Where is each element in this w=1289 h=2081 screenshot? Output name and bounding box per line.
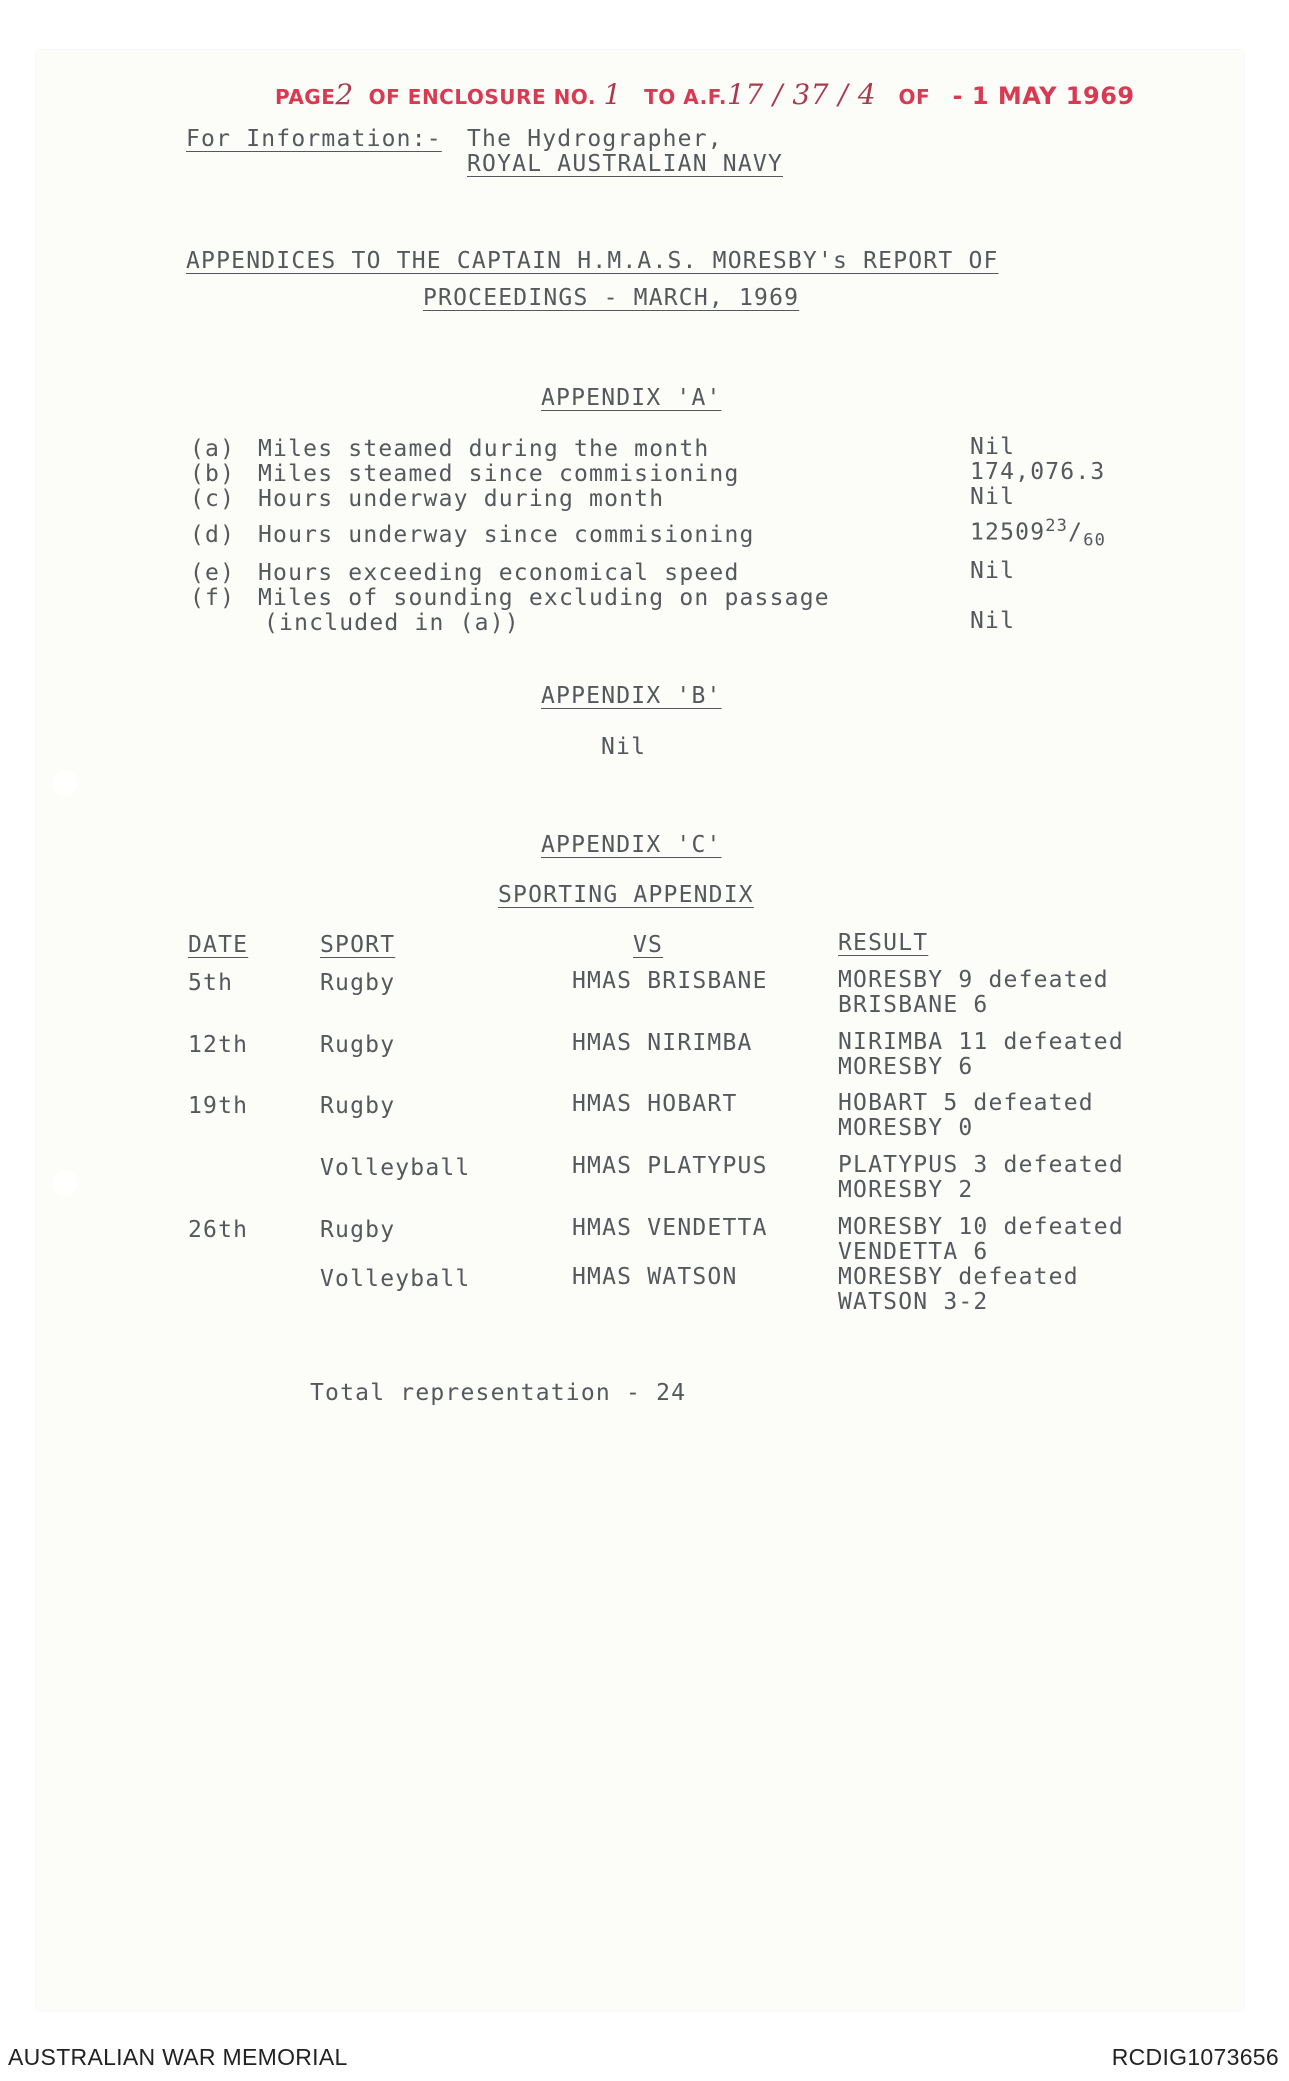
- opponent-cell: HMAS VENDETTA: [572, 1215, 768, 1241]
- opponent-cell: HMAS PLATYPUS: [572, 1153, 768, 1179]
- document-title-line-2: PROCEEDINGS - MARCH, 1969: [423, 285, 800, 311]
- appendix-b-heading: APPENDIX 'B': [541, 683, 722, 709]
- item-value: Nil: [970, 434, 1016, 460]
- item-description: Miles of sounding excluding on passage: [258, 585, 830, 611]
- item-value: Nil: [970, 558, 1016, 584]
- result-cell-cont: WATSON 3-2: [838, 1289, 989, 1315]
- appendix-b-text: Nil: [601, 734, 647, 760]
- result-cell: HOBART 5 defeated: [838, 1090, 1094, 1116]
- sport-cell: Rugby: [320, 1217, 396, 1243]
- appendix-a-heading: APPENDIX 'A': [541, 385, 722, 411]
- result-cell-cont: VENDETTA 6: [838, 1239, 989, 1265]
- punch-hole: [52, 770, 78, 796]
- for-information-label: For Information:-: [186, 126, 442, 152]
- sporting-appendix-heading: SPORTING APPENDIX: [498, 882, 754, 908]
- result-cell-cont: MORESBY 2: [838, 1177, 974, 1203]
- item-label: (d): [190, 522, 236, 548]
- result-cell: MORESBY defeated: [838, 1264, 1079, 1290]
- opponent-cell: HMAS BRISBANE: [572, 968, 768, 994]
- sport-cell: Rugby: [320, 1032, 396, 1058]
- item-value: Nil: [970, 484, 1016, 510]
- sport-cell: Volleyball: [320, 1155, 471, 1181]
- result-cell-cont: MORESBY 6: [838, 1054, 974, 1080]
- archive-credit: AUSTRALIAN WAR MEMORIAL: [8, 2044, 348, 2070]
- result-cell: PLATYPUS 3 defeated: [838, 1152, 1124, 1178]
- item-description: Hours underway during month: [258, 486, 665, 512]
- item-label: (c): [190, 486, 236, 512]
- item-description: Miles steamed since commisioning: [258, 461, 740, 487]
- column-header-result: RESULT: [838, 930, 929, 956]
- appendix-c-heading: APPENDIX 'C': [541, 832, 722, 858]
- item-label: (e): [190, 560, 236, 586]
- result-cell-cont: MORESBY 0: [838, 1115, 974, 1141]
- sport-cell: Rugby: [320, 1093, 396, 1119]
- result-cell: MORESBY 10 defeated: [838, 1214, 1124, 1240]
- date-cell: 19th: [188, 1093, 249, 1119]
- date-cell: 5th: [188, 970, 234, 996]
- total-representation: Total representation - 24: [310, 1380, 687, 1406]
- column-header-sport: SPORT: [320, 932, 396, 958]
- item-value: Nil: [970, 608, 1016, 634]
- result-cell: MORESBY 9 defeated: [838, 967, 1109, 993]
- sport-cell: Rugby: [320, 970, 396, 996]
- date-cell: 12th: [188, 1032, 249, 1058]
- result-cell: NIRIMBA 11 defeated: [838, 1029, 1124, 1055]
- result-cell-cont: BRISBANE 6: [838, 992, 989, 1018]
- addressee-line-1: The Hydrographer,: [467, 126, 723, 152]
- opponent-cell: HMAS WATSON: [572, 1264, 738, 1290]
- sport-cell: Volleyball: [320, 1266, 471, 1292]
- item-label: (a): [190, 436, 236, 462]
- item-label: (b): [190, 461, 236, 487]
- addressee-line-2: ROYAL AUSTRALIAN NAVY: [467, 151, 783, 177]
- date-cell: 26th: [188, 1217, 249, 1243]
- opponent-cell: HMAS HOBART: [572, 1091, 738, 1117]
- item-label: (f): [190, 585, 236, 611]
- punch-hole: [52, 1170, 78, 1196]
- item-value: 174,076.3: [970, 459, 1106, 485]
- document-title-line-1: APPENDICES TO THE CAPTAIN H.M.A.S. MORESBY's REPORT OF: [186, 248, 999, 274]
- item-description: Hours exceeding economical speed: [258, 560, 740, 586]
- item-description-cont: (included in (a)): [264, 610, 520, 636]
- item-value-fraction: $12509^{23}/_{60}$: [970, 516, 1107, 551]
- column-header-date: DATE: [188, 932, 249, 958]
- opponent-cell: HMAS NIRIMBA: [572, 1030, 753, 1056]
- column-header-vs: VS: [633, 932, 664, 958]
- item-description: Miles steamed during the month: [258, 436, 710, 462]
- enclosure-stamp: PAGE2 OF ENCLOSURE NO. 1 TO A.F.17 / 37 / 4 OF - 1 MAY 1969: [275, 78, 1135, 111]
- archive-reference: RCDIG1073656: [1111, 2044, 1279, 2070]
- item-description: Hours underway since commisioning: [258, 522, 755, 548]
